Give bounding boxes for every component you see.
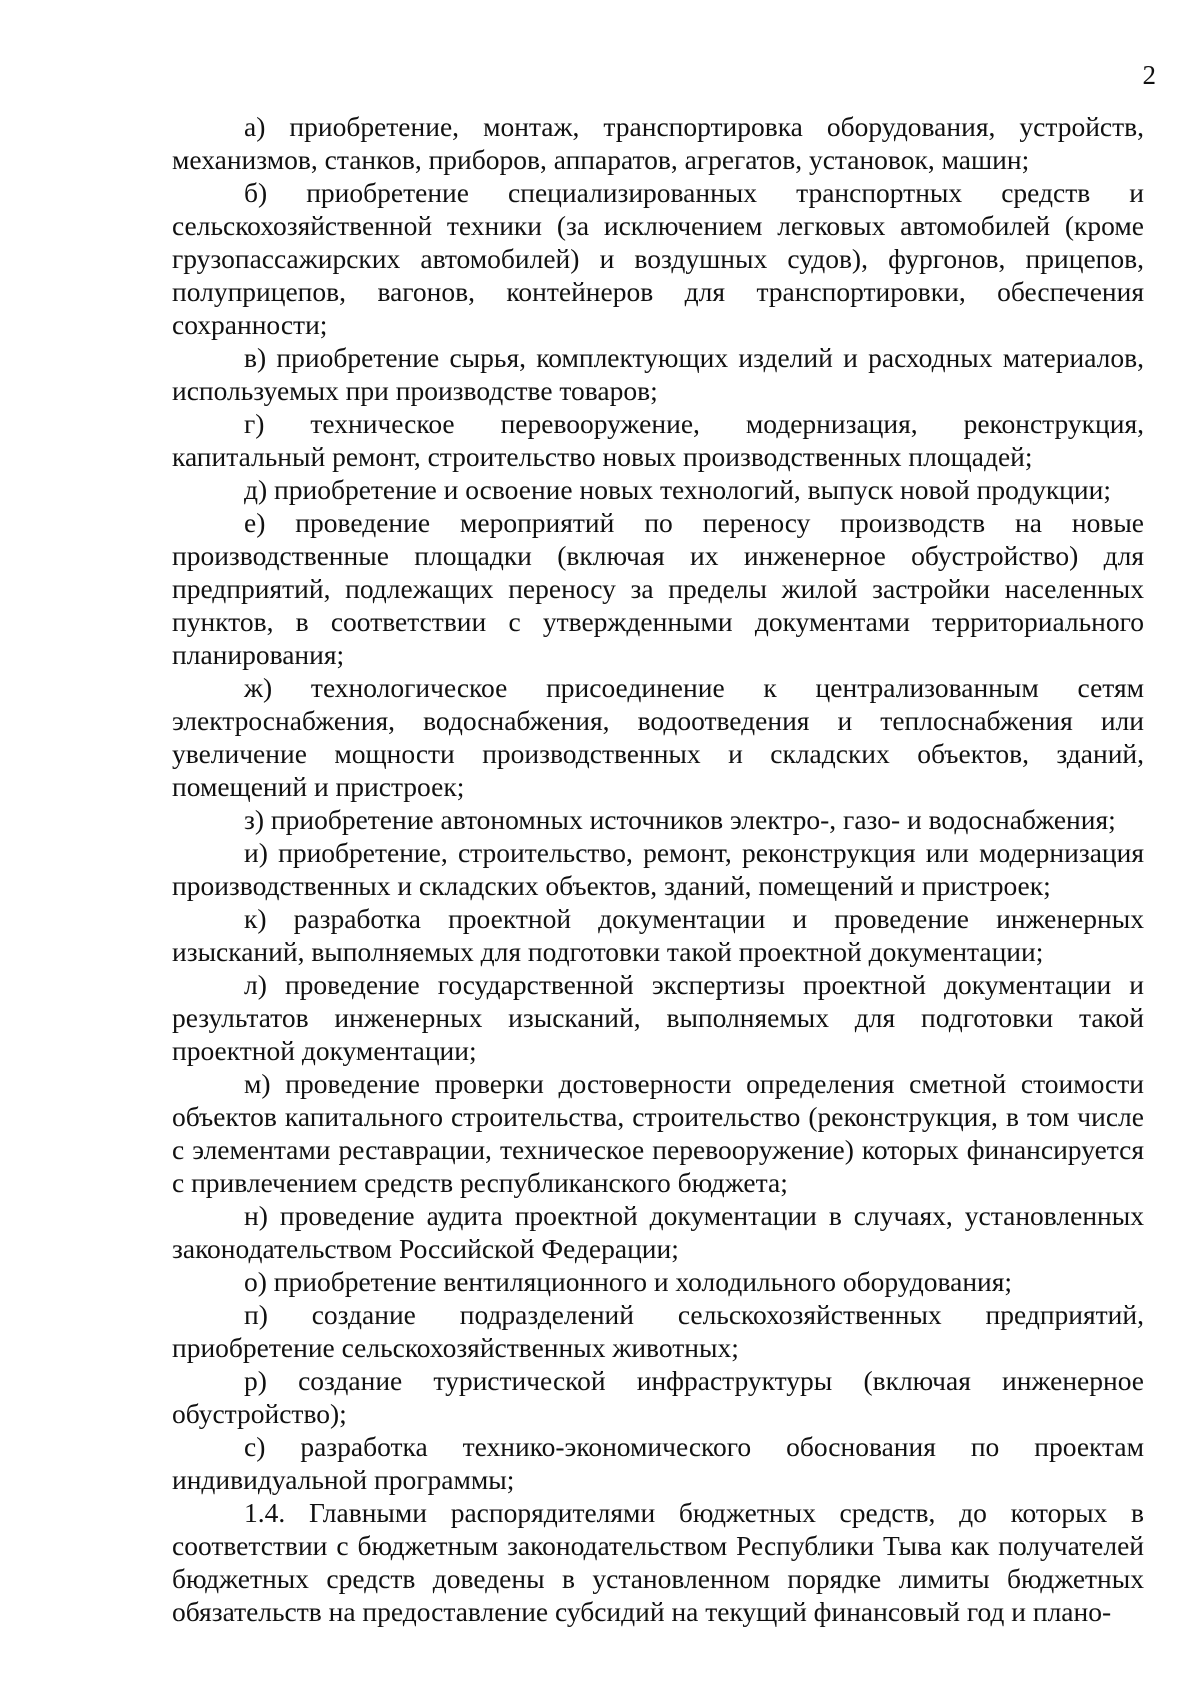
list-item-d: д) приобретение и освоение новых технологий, выпуск новой продукции;	[244, 474, 1111, 505]
list-item-k: к) разработка проектной документации и проведение инженерных изысканий, выполняемых для подготовки такой проектной документации;	[172, 903, 1144, 967]
list-item-b: б) приобретение специализированных транспортных средств и сельскохозяйственной техники (за исключением легковых автомобилей (кроме грузопассажирских автомобилей) и воздушных судов), фургонов, прицепов, полуприцепов, вагонов, контейнеров для транспортировки, обеспечения сохранности;	[172, 177, 1144, 340]
list-item-z: з) приобретение автономных источников электро-, газо- и водоснабжения;	[244, 804, 1116, 835]
list-item-n: н) проведение аудита проектной документации в случаях, установленных законодательством Российской Федерации;	[172, 1200, 1144, 1264]
page-number: 2	[1142, 60, 1156, 90]
section-1-4-paragraph: 1.4. Главными распорядителями бюджетных средств, до которых в соответствии с бюджетным законодательством Республики Тыва как получателей бюджетных средств доведены в установленном порядке лимиты бюджетных обязательств на предоставление субсидий на текущий финансовый год и плано-	[172, 1497, 1144, 1627]
list-item-o: о) приобретение вентиляционного и холодильного оборудования;	[244, 1266, 1013, 1297]
list-item-g: г) техническое перевооружение, модернизация, реконструкция, капитальный ремонт, строительство новых производственных площадей;	[172, 408, 1144, 472]
document-body	[172, 110, 1144, 1628]
list-item-m: м) проведение проверки достоверности определения сметной стоимости объектов капитального строительства, строительство (реконструкция, в том числе с элементами реставрации, техническое перевооружение) которых финансируется с привлечением средств республиканского бюджета;	[172, 1068, 1144, 1198]
list-item-e: е) проведение мероприятий по переносу производств на новые производственные площадки (включая их инженерное обустройство) для предприятий, подлежащих переносу за пределы жилой застройки населенных пунктов, в соответствии с утвержденными документами территориального планирования;	[172, 507, 1144, 670]
list-item-i: и) приобретение, строительство, ремонт, реконструкция или модернизация производственных и складских объектов, зданий, помещений и пристроек;	[172, 837, 1144, 901]
list-item-v: в) приобретение сырья, комплектующих изделий и расходных материалов, используемых при производстве товаров;	[172, 342, 1144, 406]
list-item-zh: ж) технологическое присоединение к централизованным сетям электроснабжения, водоснабжения, водоотведения и теплоснабжения или увеличение мощности производственных и складских объектов, зданий, помещений и пристроек;	[172, 672, 1144, 802]
list-item-a: а) приобретение, монтаж, транспортировка оборудования, устройств, механизмов, станков, приборов, аппаратов, агрегатов, установок, машин;	[172, 111, 1144, 175]
list-item-p: п) создание подразделений сельскохозяйственных предприятий, приобретение сельскохозяйственных животных;	[172, 1299, 1144, 1363]
list-item-r: р) создание туристической инфраструктуры (включая инженерное обустройство);	[172, 1365, 1144, 1429]
list-item-s: с) разработка технико-экономического обоснования по проектам индивидуальной программы;	[172, 1431, 1144, 1495]
list-item-l: л) проведение государственной экспертизы проектной документации и результатов инженерных изысканий, выполняемых для подготовки такой проектной документации;	[172, 969, 1144, 1066]
